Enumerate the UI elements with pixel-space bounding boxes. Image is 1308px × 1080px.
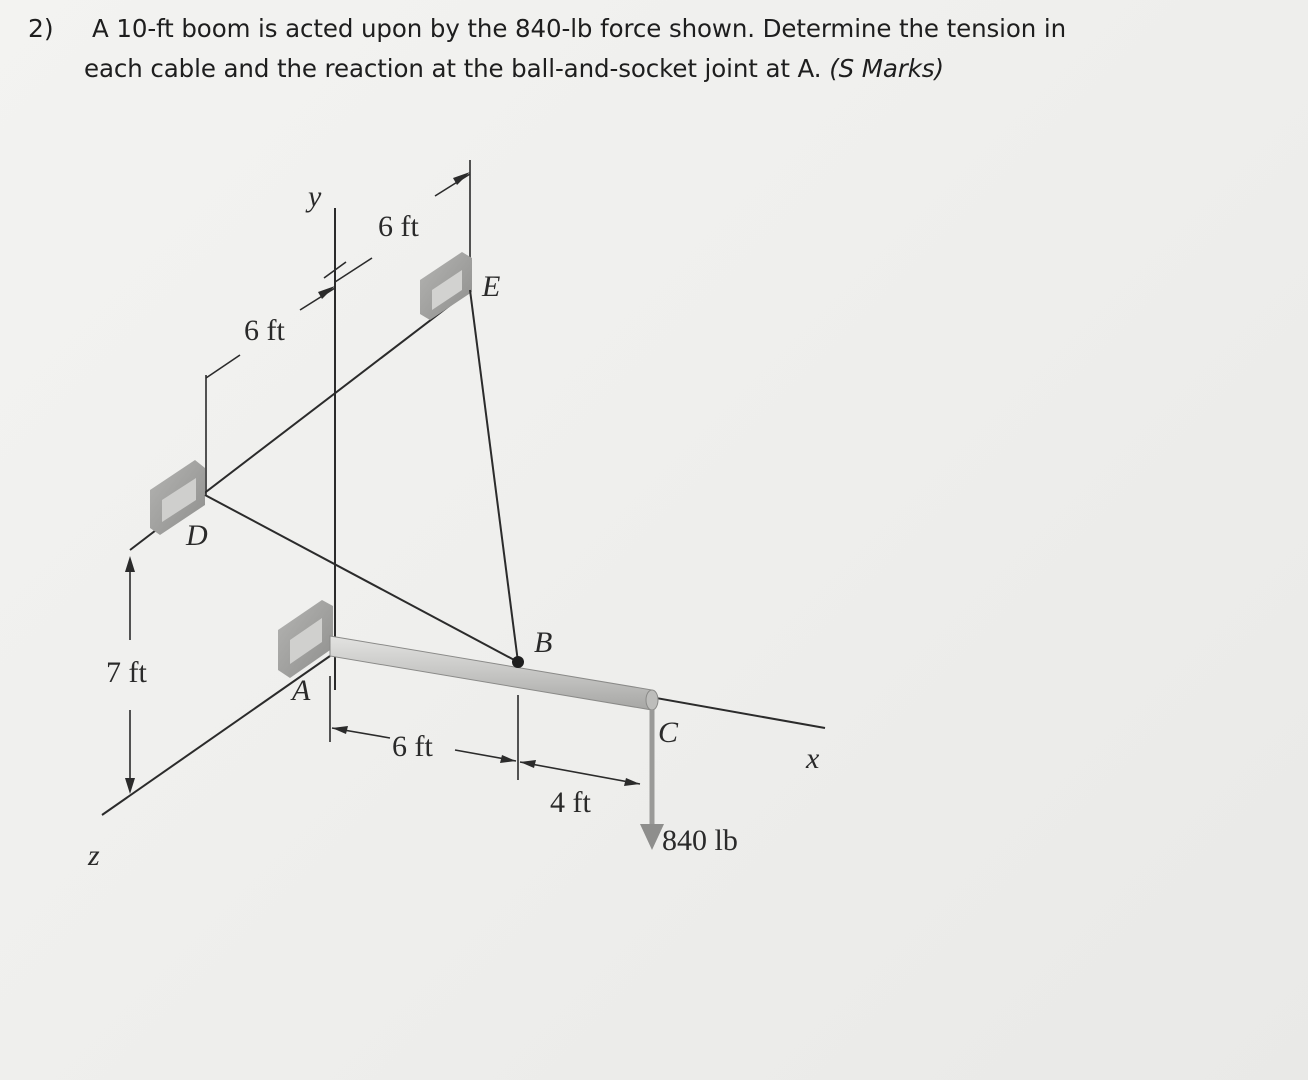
point-label-d: D bbox=[186, 519, 208, 552]
point-label-a: A bbox=[292, 674, 311, 707]
dim-boom-4ft-arrow-b bbox=[624, 778, 640, 786]
dim-boom-4ft-arrow-a bbox=[520, 760, 536, 768]
question-marks: (S Marks) bbox=[829, 54, 944, 83]
dim-7ft-arrow-top bbox=[125, 556, 135, 572]
dim-label-boom-6ft: 6 ft bbox=[392, 730, 433, 763]
dim-boom-6ft-arrow-a bbox=[332, 726, 348, 734]
axis-label-z: z bbox=[88, 839, 100, 872]
bracket-a bbox=[278, 600, 333, 678]
dim-6ft-left-line-b bbox=[300, 288, 335, 310]
cable-bd bbox=[205, 495, 518, 662]
dim-6ft-top-line-b bbox=[435, 174, 470, 196]
dim-label-7ft: 7 ft bbox=[106, 656, 147, 689]
point-label-b: B bbox=[534, 626, 553, 659]
dim-label-left-6ft: 6 ft bbox=[244, 314, 285, 347]
dim-boom-4ft-line bbox=[520, 762, 640, 784]
boom bbox=[330, 636, 658, 710]
cable-be bbox=[470, 290, 518, 662]
dim-boom-6ft-arrow-b bbox=[500, 755, 516, 763]
question-text-line-2-body: each cable and the reaction at the ball-and-socket joint at A. bbox=[84, 54, 822, 83]
dim-label-top-6ft: 6 ft bbox=[378, 210, 419, 243]
dim-6ft-top-line-a bbox=[335, 258, 372, 282]
dim-6ft-left-line bbox=[206, 355, 240, 378]
dim-label-boom-4ft: 4 ft bbox=[550, 786, 591, 819]
point-b-dot bbox=[512, 656, 524, 668]
dim-7ft-arrow-bottom bbox=[125, 778, 135, 794]
point-label-e: E bbox=[482, 270, 501, 303]
force-label: 840 lb bbox=[662, 824, 738, 857]
point-label-c: C bbox=[658, 716, 679, 749]
question-number: 2) bbox=[28, 14, 54, 43]
force-arrowhead bbox=[640, 824, 664, 850]
bracket-e bbox=[420, 252, 472, 320]
axis-label-y: y bbox=[308, 180, 322, 213]
question-text-line-1: A 10-ft boom is acted upon by the 840-lb force shown. Determine the tension in bbox=[92, 14, 1067, 43]
axis-label-x: x bbox=[806, 742, 820, 775]
